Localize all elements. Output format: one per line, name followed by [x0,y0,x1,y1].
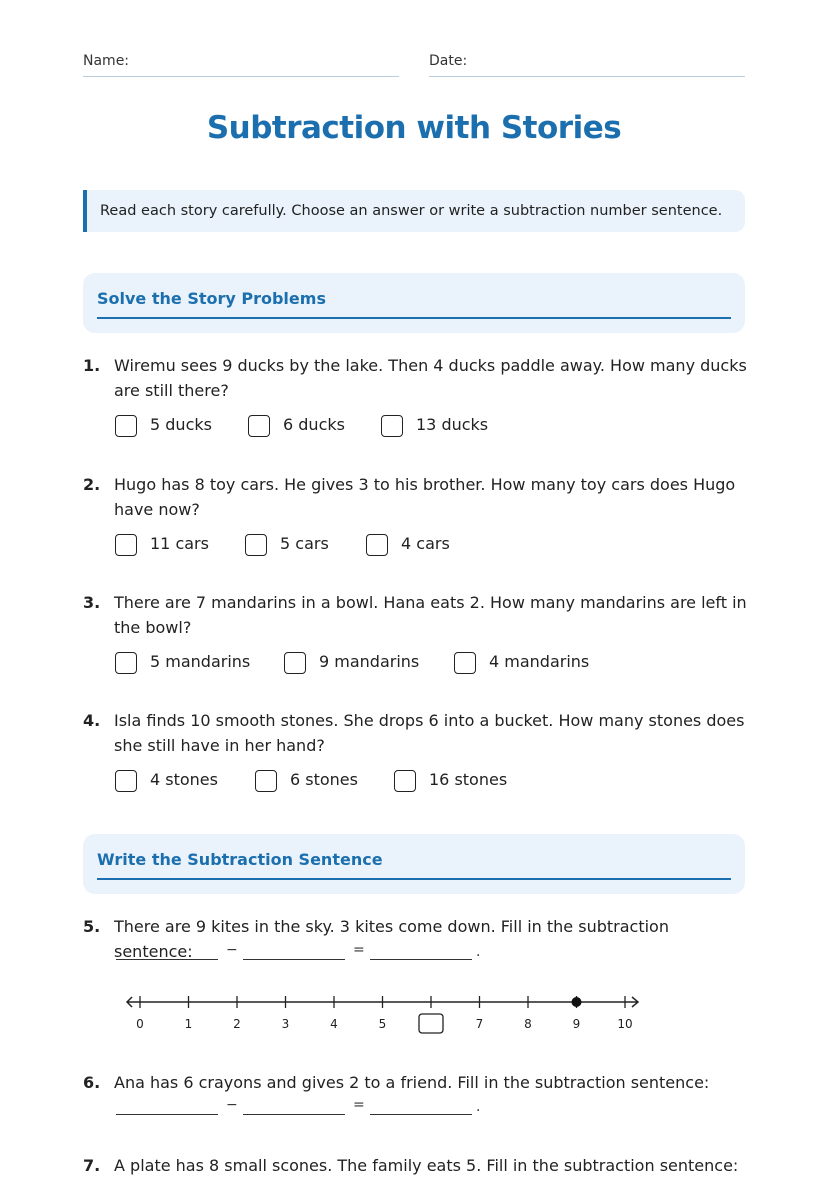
question-number: 2. [83,475,101,494]
page-title: Subtraction with Stories [206,110,622,146]
number-line-label: 10 [617,1017,633,1031]
number-line-point [572,997,582,1007]
date-field[interactable] [429,76,745,77]
question-4 [83,708,749,758]
checkbox[interactable] [115,415,137,437]
number-line [110,985,650,1040]
section-title-solve: Solve the Story Problems [97,289,326,308]
question-6 [83,1070,749,1095]
number-line-label: 5 [378,1017,387,1031]
question-number: 7. [83,1156,101,1175]
section-write [83,834,745,894]
question-5 [83,914,749,964]
checkbox[interactable] [394,770,416,792]
minus-sign: − [226,1097,238,1113]
instructions-text: Read each story carefully. Choose an answer or write a subtraction number sentence. [100,203,723,219]
equals-sign: = [353,1097,365,1113]
question-number: 1. [83,356,101,375]
question-text: Hugo has 8 toy cars. He gives 3 to his brother. How many toy cars does Hugo have now? [114,475,736,519]
date-label: Date: [429,53,468,69]
answer-blank[interactable] [116,1114,218,1115]
question-1 [83,353,749,403]
checkbox[interactable] [284,652,306,674]
question-text: There are 7 mandarins in a bowl. Hana eats 2. How many mandarins are left in the bowl? [114,593,747,637]
question-3 [83,590,749,640]
checkbox[interactable] [115,652,137,674]
checkbox[interactable] [115,534,137,556]
checkbox[interactable] [248,415,270,437]
number-line-label: 9 [572,1017,581,1031]
checkbox[interactable] [255,770,277,792]
question-text: Isla finds 10 smooth stones. She drops 6 into a bucket. How many stones does she still have in her hand? [114,711,745,755]
checkbox[interactable] [366,534,388,556]
question-number: 5. [83,917,101,936]
answer-blank[interactable] [243,959,345,960]
answer-blank[interactable] [116,959,218,960]
answer-blank[interactable] [370,1114,472,1115]
checkbox[interactable] [381,415,403,437]
number-line-label: 0 [136,1017,144,1031]
question-7 [83,1153,749,1178]
question-text: Wiremu sees 9 ducks by the lake. Then 4 ducks paddle away. How many ducks are still there? [114,356,747,400]
minus-sign: − [226,942,238,958]
question-number: 6. [83,1073,101,1092]
equals-sign: = [353,942,365,958]
section-title-write: Write the Subtraction Sentence [97,850,383,869]
missing-number-box[interactable] [419,1014,443,1033]
checkbox[interactable] [115,770,137,792]
section-underline [97,878,731,880]
section-solve [83,273,745,333]
number-line-label: 2 [233,1017,241,1031]
section-underline [97,317,731,319]
question-text: There are 9 kites in the sky. 3 kites come down. Fill in the subtraction sentence: [114,917,669,961]
number-line-label: 8 [524,1017,532,1031]
number-line-label: 4 [330,1017,338,1031]
period: . [476,1099,481,1115]
number-line-label: 3 [281,1017,290,1031]
checkbox[interactable] [245,534,267,556]
question-text: Ana has 6 crayons and gives 2 to a friend. Fill in the subtraction sentence: [114,1073,710,1092]
answer-blank[interactable] [243,1114,345,1115]
question-number: 4. [83,711,101,730]
instructions-box [83,190,745,232]
answer-blank[interactable] [370,959,472,960]
number-line-label: 1 [184,1017,193,1031]
period: . [476,944,481,960]
checkbox[interactable] [454,652,476,674]
name-label: Name: [83,53,130,69]
number-line-label: 7 [475,1017,484,1031]
name-field[interactable] [83,76,399,77]
question-2 [83,472,749,522]
question-number: 3. [83,593,101,612]
question-text: A plate has 8 small scones. The family eats 5. Fill in the subtraction sentence: [114,1156,739,1175]
